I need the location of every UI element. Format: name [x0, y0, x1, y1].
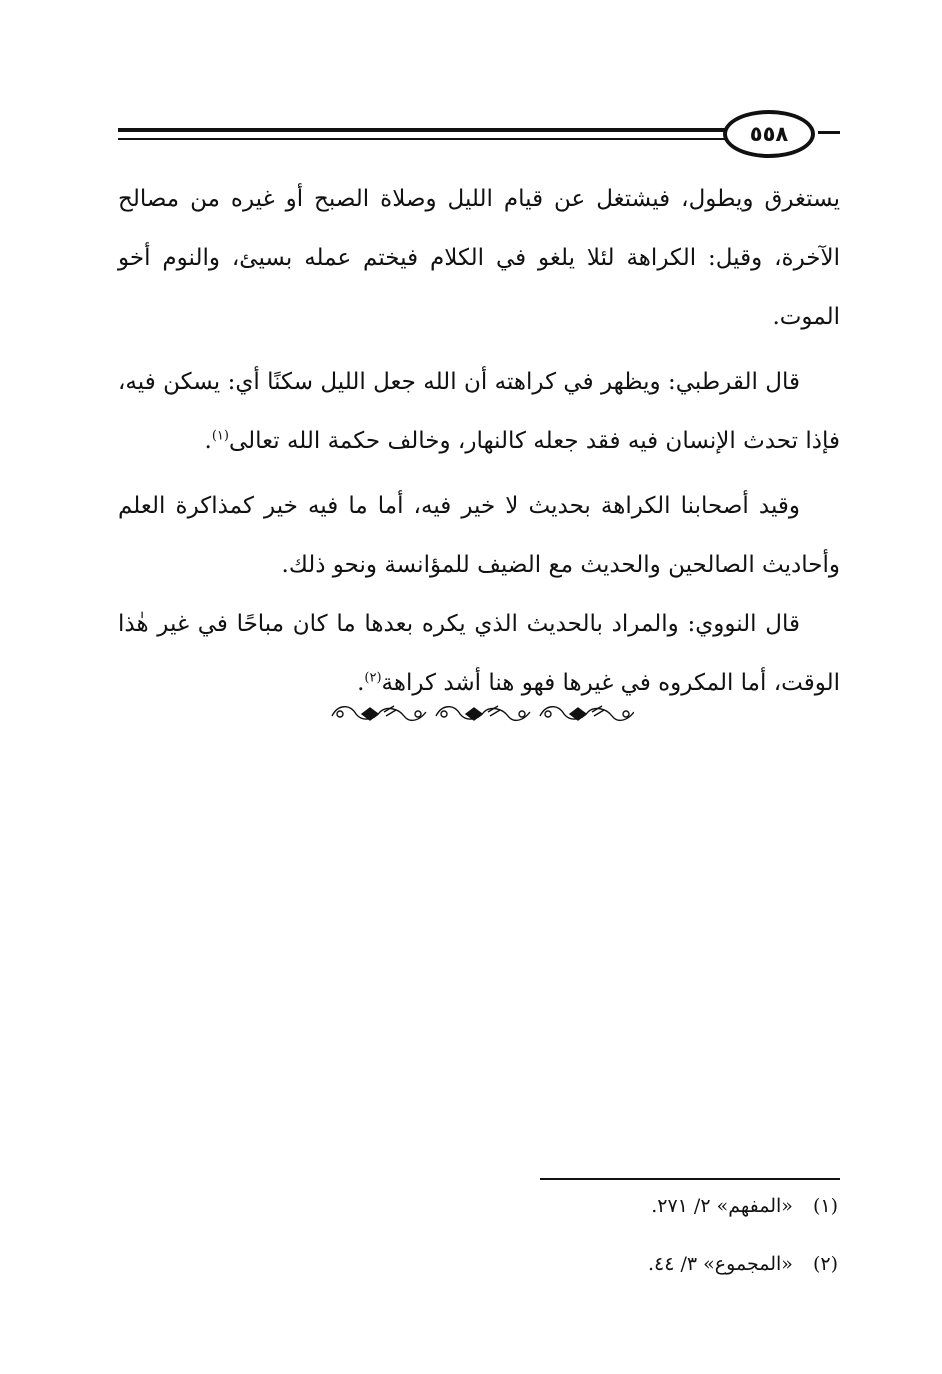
- paragraph-3: [118, 477, 840, 595]
- page-number-badge: [723, 110, 815, 158]
- paragraph-4: [118, 595, 840, 713]
- footnote-2: [440, 1248, 838, 1280]
- ornament-unit-3: [540, 706, 634, 720]
- paragraph-1: [118, 170, 840, 347]
- footnote-2-text: «المجموع» ٣/ ٤٤.: [648, 1253, 793, 1275]
- ornament-unit-2: [436, 706, 530, 720]
- paragraph-2: [118, 353, 840, 471]
- footnote-1: [440, 1190, 838, 1222]
- footnote-ref-2[interactable]: (٢): [364, 670, 382, 686]
- page-number: ٥٥٨: [749, 122, 789, 146]
- paragraph-3-text: وقيد أصحابنا الكراهة بحديث لا خير فيه، أما ما فيه خير كمذاكرة العلم وأحاديث الصالحين والحديث مع الضيف للمؤانسة ونحو ذلك.: [118, 493, 840, 578]
- footnote-separator: [540, 1178, 840, 1180]
- footnote-1-number: (١): [812, 1195, 838, 1217]
- ornament-unit-1: [332, 706, 426, 720]
- paragraph-4-text: قال النووي: والمراد بالحديث الذي يكره بعدها ما كان مباحًا في غير هٰذا الوقت، أما المكروه في غيرها فهو هنا أشد كراهة: [118, 611, 840, 696]
- footnote-ref-1[interactable]: (١): [211, 428, 229, 444]
- header-rule-thin: [118, 138, 730, 140]
- header-rule-thick: [118, 128, 730, 132]
- header-rule-end: [818, 131, 840, 134]
- paragraph-1-text: يستغرق ويطول، فيشتغل عن قيام الليل وصلاة الصبح أو غيره من مصالح الآخرة، وقيل: الكراهة لئلا يلغو في الكلام فيختم عمله بسيئ، والنوم أخو الموت.: [118, 186, 840, 330]
- paragraph-4-tail: .: [357, 670, 365, 696]
- footnote-2-number: (٢): [812, 1253, 838, 1275]
- footnotes: [440, 1190, 838, 1306]
- body-text: [118, 170, 840, 713]
- footnote-1-text: «المفهم» ٢/ ٢٧١.: [651, 1195, 793, 1217]
- paragraph-2-text: قال القرطبي: ويظهر في كراهته أن الله جعل الليل سكنًا أي: يسكن فيه، فإذا تحدث الإنسان فيه فقد جعله كالنهار، وخالف حكمة الله تعالى: [118, 369, 840, 454]
- paragraph-2-tail: .: [204, 428, 212, 454]
- page-header: [118, 108, 840, 160]
- ornament-divider-icon: [328, 700, 634, 728]
